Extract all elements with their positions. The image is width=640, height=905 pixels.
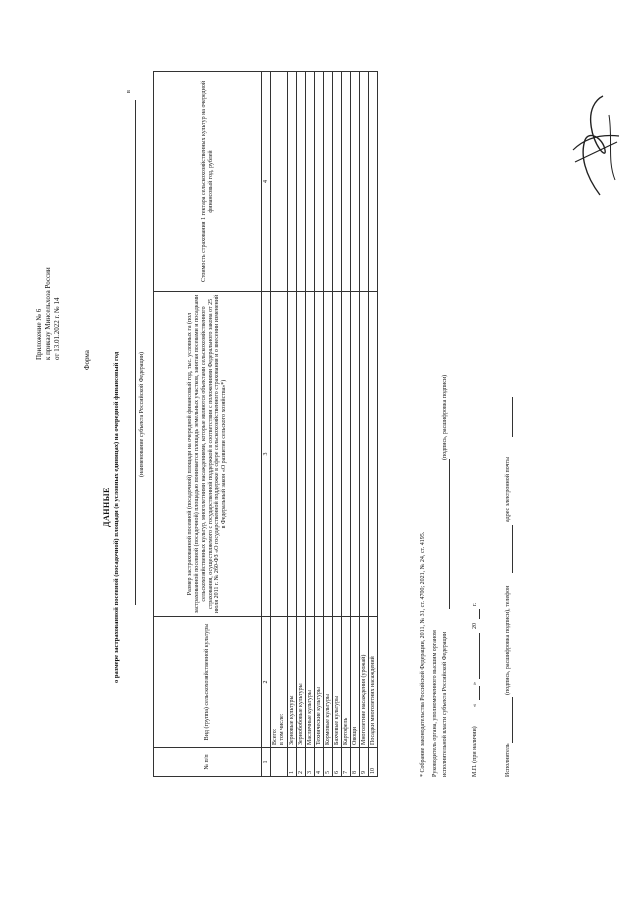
date-year-prefix: 20 xyxy=(472,623,478,629)
row-area-cell[interactable] xyxy=(332,292,341,617)
date-open-quote: « xyxy=(472,704,478,707)
col-number-2: 2 xyxy=(262,617,271,748)
header-cost: Стоимость страхования 1 гектара сельскохозяйственных культур на очередной финансовый год, рублей xyxy=(154,72,262,292)
handwritten-signature xyxy=(555,90,635,200)
row-num: 1 xyxy=(287,748,296,777)
row-cost-cell[interactable] xyxy=(287,72,296,292)
appendix-line-1: Приложение № 6 xyxy=(35,308,43,360)
row-cost-cell[interactable] xyxy=(271,72,288,292)
row-name: Картофель xyxy=(341,617,350,748)
table-header-row xyxy=(154,72,262,777)
row-cost-cell[interactable] xyxy=(296,72,305,292)
row-name xyxy=(271,617,288,748)
row-area-cell[interactable] xyxy=(359,292,368,617)
row-name: Кормовые культуры xyxy=(323,617,332,748)
row-area-cell[interactable] xyxy=(296,292,305,617)
column-number-row xyxy=(262,72,271,777)
email-line xyxy=(512,397,513,437)
table-row xyxy=(332,72,341,777)
row-area-cell[interactable] xyxy=(287,292,296,617)
table-row xyxy=(271,72,288,777)
date-month-line xyxy=(479,633,480,679)
stamp-label: М.П. (при наличии) xyxy=(472,726,478,777)
row-num xyxy=(271,748,288,777)
table-row xyxy=(323,72,332,777)
table-row xyxy=(305,72,314,777)
row-name: Зерновые культуры xyxy=(287,617,296,748)
row-name: Многолетние насаждения (урожай) xyxy=(359,617,368,748)
appendix-line-2: к приказу Минсельхоза России xyxy=(44,267,52,360)
row-num: 10 xyxy=(368,748,377,777)
col-number-4: 4 xyxy=(262,72,271,292)
header-num: № п/п xyxy=(154,748,262,777)
head-line-1: Руководитель органа, уполномоченного высшим органом xyxy=(432,630,438,777)
row-cost-cell[interactable] xyxy=(314,72,323,292)
row-name-including: в том числе: xyxy=(278,713,285,745)
table-row xyxy=(368,72,377,777)
row-cost-cell[interactable] xyxy=(323,72,332,292)
table-row xyxy=(341,72,350,777)
row-name: Масличные культуры xyxy=(305,617,314,748)
row-cost-cell[interactable] xyxy=(305,72,314,292)
date-year-suffix: г. xyxy=(472,602,478,606)
row-area-cell[interactable] xyxy=(341,292,350,617)
row-num: 4 xyxy=(314,748,323,777)
subject-line xyxy=(135,100,136,605)
data-table xyxy=(153,71,378,777)
executor-caption: (подпись, расшифровка подписи), телефон xyxy=(505,585,511,695)
row-num: 6 xyxy=(332,748,341,777)
row-num: 9 xyxy=(359,748,368,777)
row-name: Технические культуры xyxy=(314,617,323,748)
form-label: Форма xyxy=(83,350,91,370)
row-name-total: Всего: xyxy=(272,728,278,745)
row-area-cell[interactable] xyxy=(350,292,359,617)
table-row xyxy=(314,72,323,777)
row-area-cell[interactable] xyxy=(305,292,314,617)
row-area-cell[interactable] xyxy=(368,292,377,617)
document-subtitle: о размере застрахованной посевной (посадочной) площади (в условных единицах) на очередной финансовый год xyxy=(113,351,120,683)
row-cost-cell[interactable] xyxy=(332,72,341,292)
row-cost-cell[interactable] xyxy=(341,72,350,292)
row-name: Бахчевые культуры xyxy=(332,617,341,748)
table-row xyxy=(350,72,359,777)
document-title: ДАННЫЕ xyxy=(102,487,111,527)
table-row xyxy=(287,72,296,777)
row-name: Посадки многолетних насаждений xyxy=(368,617,377,748)
row-num: 2 xyxy=(296,748,305,777)
col-number-3: 3 xyxy=(262,292,271,617)
table-row xyxy=(296,72,305,777)
executor-label: Исполнитель xyxy=(505,743,511,777)
header-crop: Вид (группа) сельскохозяйственной культуры xyxy=(154,617,262,748)
row-cost-cell[interactable] xyxy=(350,72,359,292)
appendix-line-3: от 13.01.2022 г. № 14 xyxy=(53,297,61,360)
row-cost-cell[interactable] xyxy=(368,72,377,292)
email-label: адрес электронной почты xyxy=(505,456,511,522)
row-num: 7 xyxy=(341,748,350,777)
date-close-quote: » xyxy=(472,682,478,685)
col-number-1: 1 xyxy=(262,748,271,777)
footnote: * Собрание законодательства Российской Федерации, 2011, № 31, ст. 4700; 2021, № 24, ст. 4195. xyxy=(420,531,426,777)
head-caption: (подпись, расшифровка подписи) xyxy=(442,374,448,460)
row-cost-cell[interactable] xyxy=(359,72,368,292)
row-name: Зернобобовые культуры xyxy=(296,617,305,748)
head-signature-line xyxy=(449,459,450,609)
row-num: 8 xyxy=(350,748,359,777)
row-area-cell[interactable] xyxy=(323,292,332,617)
row-area-cell[interactable] xyxy=(314,292,323,617)
row-num: 3 xyxy=(305,748,314,777)
table-row xyxy=(359,72,368,777)
header-area: Размер застрахованной посевной (посадочной) площади на очередной финансовый год, тыс. условных га (пол застрахованной посевной (посадочной) площадью понимается площадь земельных участков, занятая посевами и посадками сельскохозяйственных культур, многолетними насаждениями, которые являются объектами сельскохозяйственного страхования, осуществляемого с государственной поддержкой в соответствии с положениями Федерального закона от 25 июля 2011 г. № 260-ФЗ «О государственной поддержке в сфере сельскохозяйственного страхования и о внесении изменений в Федеральный закон «О развитии сельского хозяйства»*) xyxy=(154,292,262,617)
date-year-line xyxy=(479,609,480,619)
row-name: Овощи xyxy=(350,617,359,748)
head-line-2: исполнительной власти субъекта Российской Федерации xyxy=(442,631,448,777)
phone-line xyxy=(512,525,513,573)
executor-signature-line xyxy=(512,697,513,743)
row-num: 5 xyxy=(323,748,332,777)
subject-caption: (наименование субъекта Российской Федерации) xyxy=(139,351,145,477)
in-prefix: в xyxy=(126,90,132,93)
date-day-line xyxy=(479,686,480,700)
row-area-cell[interactable] xyxy=(271,292,288,617)
